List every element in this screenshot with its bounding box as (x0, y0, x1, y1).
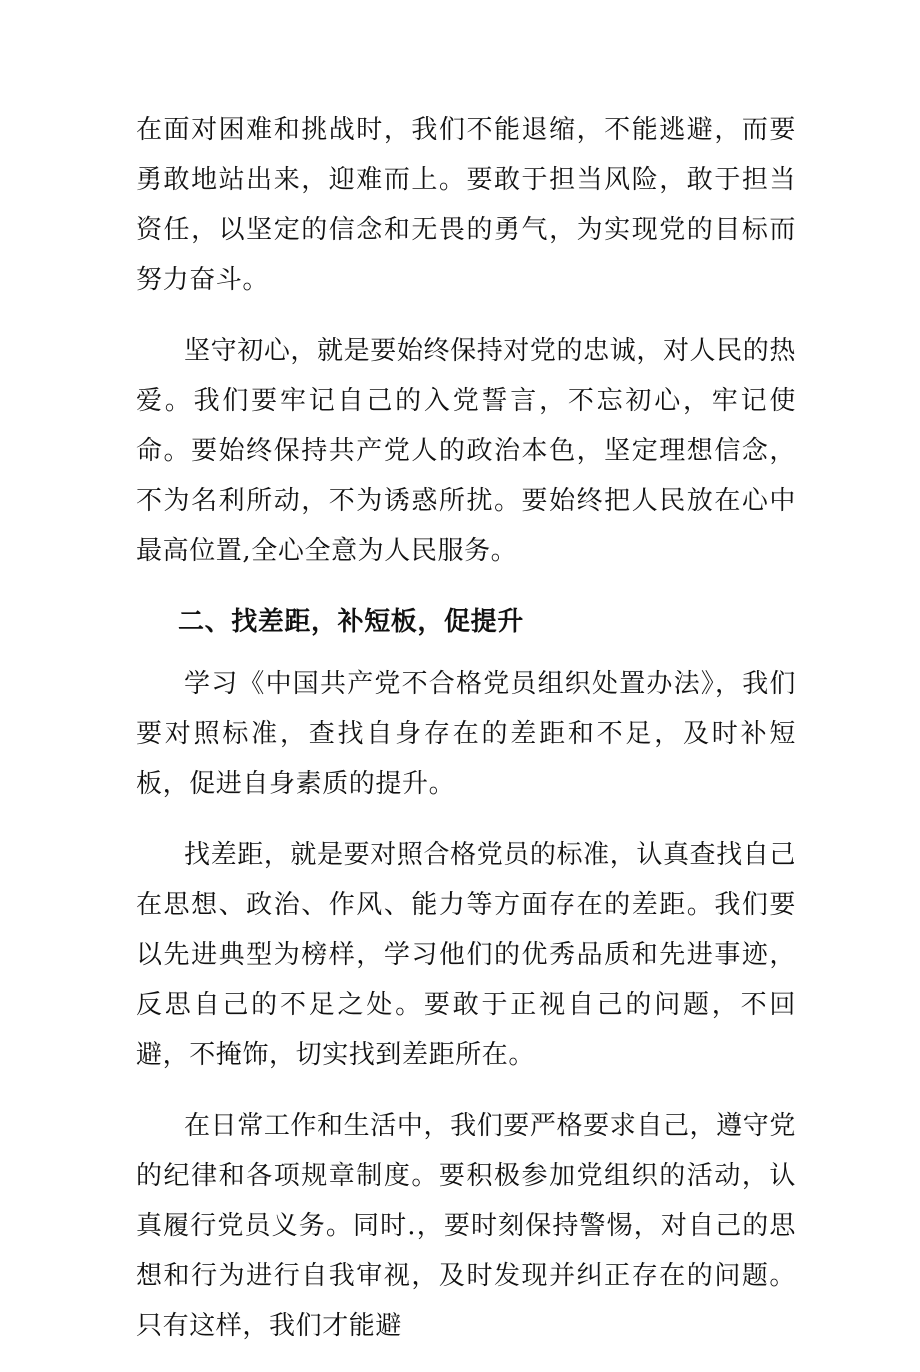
paragraph-3: 学习《中国共产党不合格党员组织处置办法》，我们要对照标准，查找自身存在的差距和不足，及时补短板，促进自身素质的提升。 (136, 669, 796, 799)
paragraph-1: 在面对困难和挑战时，我们不能退缩，不能逃避，而要勇敢地站出来，迎难而上。要敢于担当风险，敢于担当资任，以坚定的信念和无畏的勇气，为实现党的目标而努力奋斗。 (136, 115, 796, 295)
paragraph-4: 找差距，就是要对照合格党员的标准，认真查找自己在思想、政治、作风、能力等方面存在的差距。我们要以先进典型为榜样，学习他们的优秀品质和先进事迹，反思自己的不足之处。要敢于正视自己的问题，不回避，不掩饰，切实找到差距所在。 (136, 840, 796, 1070)
paragraph-5: 在日常工作和生活中，我们要严格要求自己，遵守党的纪律和各项规章制度。要积极参加党组织的活动，认真履行党员义务。同时.，要时刻保持警惕，对自己的思想和行为进行自我审视，及时发现并纠正存在的问题。只有这样，我们才能避 (136, 1111, 796, 1341)
paragraph-2: 坚守初心，就是要始终保持对党的忠诚，对人民的热爱。我们要牢记自己的入党誓言，不忘初心，牢记使命。要始终保持共产党人的政治本色，坚定理想信念，不为名利所动，不为诱惑所扰。要始终把人民放在心中最高位置,全心全意为人民服务。 (136, 336, 796, 566)
section-heading: 二、找差距，补短板，促提升 (178, 607, 524, 637)
document-body (136, 105, 796, 1372)
